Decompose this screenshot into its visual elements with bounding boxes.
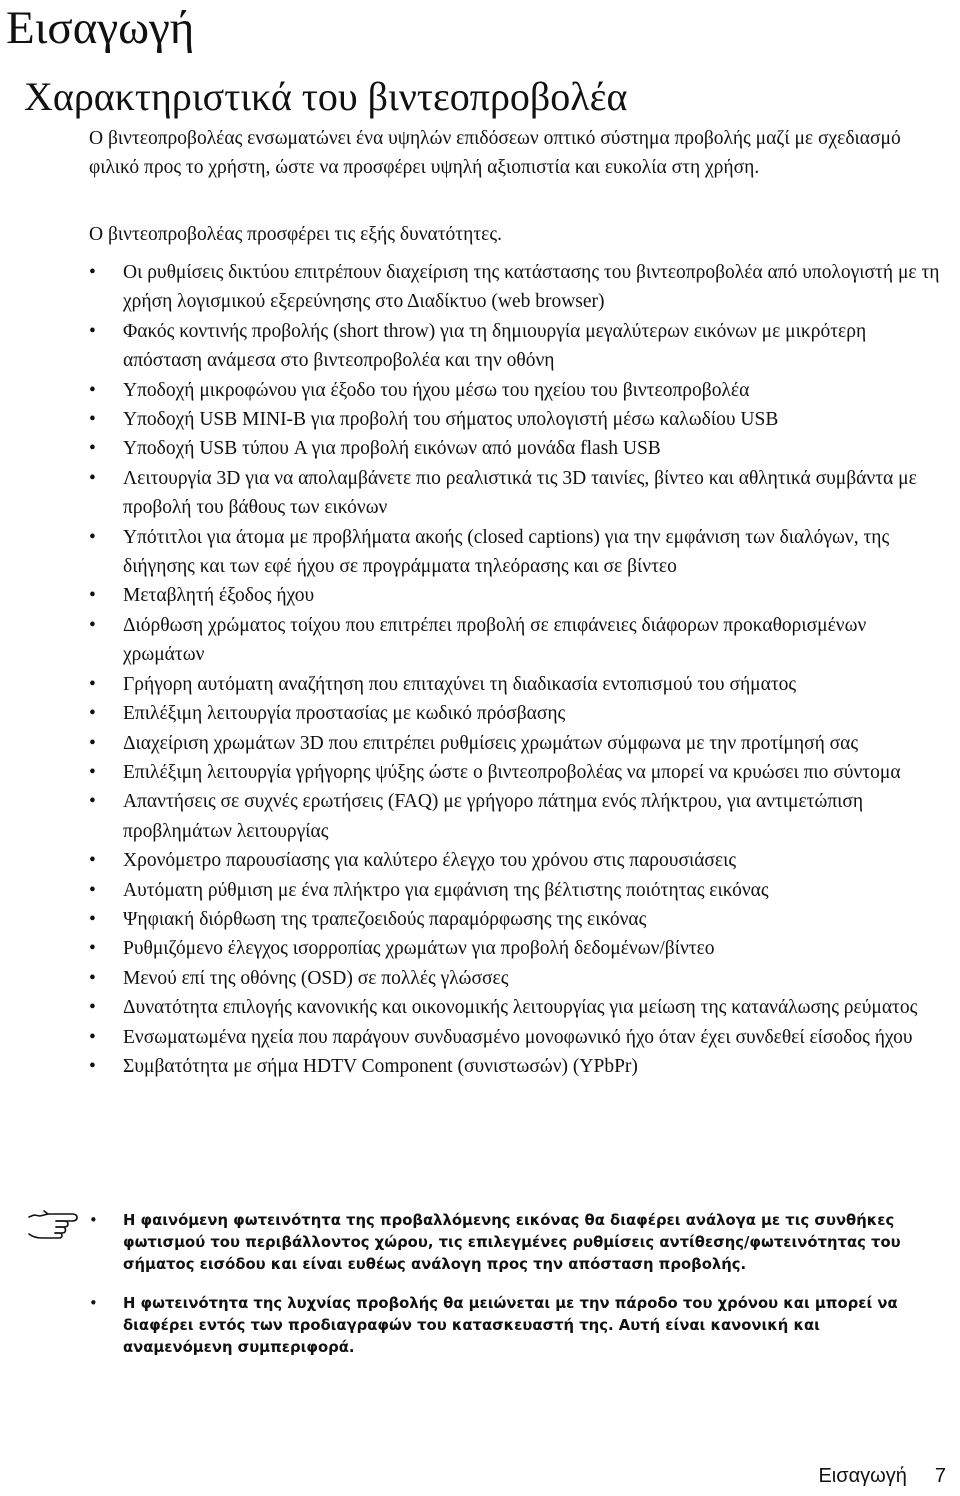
feature-item-text: Επιλέξιμη λειτουργία γρήγορης ψύξης ώστε ο βιντεοπροβολέας να μπορεί να κρυώσει πιο σύντομα [123,761,901,783]
feature-item-text: Υποδοχή μικροφώνου για έξοδο του ήχου μέσω του ηχείου του βιντεοπροβολέα [123,379,750,401]
note-item [89,1210,929,1276]
bullet-marker: • [89,997,96,1019]
feature-item [89,1023,949,1052]
feature-item [89,846,949,875]
feature-item-text: Μενού επί της οθόνης (OSD) σε πολλές γλώσσες [123,967,509,989]
bullet-marker: • [89,938,96,960]
footer-section-label: Εισαγωγή [818,1465,907,1487]
feature-item [89,670,949,699]
page-footer [818,1463,946,1489]
bullet-marker: • [89,908,96,930]
feature-item [89,699,949,728]
feature-item [89,876,949,905]
feature-item-text: Διόρθωση χρώματος τοίχου που επιτρέπει προβολή σε επιφάνειες διάφορων προκαθορισμένων χρωμάτων [123,614,867,666]
feature-item [89,258,949,317]
feature-item-text: Λειτουργία 3D για να απολαμβάνετε πιο ρεαλιστικά τις 3D ταινίες, βίντεο και αθλητικά συμβάντα με προβολή του βάθους των εικόνων [123,467,917,519]
feature-list [89,258,949,1081]
bullet-marker: • [89,262,96,283]
bullet-marker: • [89,1212,98,1229]
note-hand-icon [26,1203,82,1241]
feature-item-text: Ρυθμιζόμενο έλεγχος ισορροπίας χρωμάτων για προβολή δεδομένων/βίντεο [123,938,715,960]
bullet-marker: • [89,614,96,636]
feature-item [89,758,949,787]
bullet-marker: • [89,320,96,342]
bullet-marker: • [89,1295,98,1312]
feature-item-text: Δυνατότητα επιλογής κανονικής και οικονομικής λειτουργίας για μείωση της κατανάλωσης ρεύματος [123,997,918,1019]
feature-item-text: Οι ρυθμίσεις δικτύου επιτρέπουν διαχείριση της κατάστασης του βιντεοπροβολέα από υπολογιστή με τη χρήση λογισμικού εξερεύνησης στο Διαδίκτυο (web browser) [123,262,940,313]
bullet-marker: • [89,967,96,989]
notes-list [89,1210,929,1376]
feature-item-text: Διαχείριση χρωμάτων 3D που επιτρέπει ρυθμίσεις χρωμάτων σύμφωνα με την προτίμησή σας [123,732,859,754]
bullet-marker: • [89,673,96,695]
bullet-marker: • [89,732,96,754]
feature-item-text: Επιλέξιμη λειτουργία προστασίας με κωδικό πρόσβασης [123,703,566,725]
offers-paragraph: Ο βιντεοπροβολέας προσφέρει τις εξής δυνατότητες. [89,224,502,245]
feature-item [89,787,949,846]
feature-item-text: Μεταβλητή έξοδος ήχου [123,585,315,607]
bullet-marker: • [89,1026,96,1048]
feature-item [89,434,949,463]
feature-item-text: Συμβατότητα με σήμα HDTV Component (συνιστωσών) (YPbPr) [123,1055,638,1077]
feature-item [89,464,949,523]
bullet-marker: • [89,409,96,431]
feature-item [89,729,949,758]
feature-item [89,317,949,376]
section-title: Χαρακτηριστικά του βιντεοπροβολέα [24,74,628,119]
bullet-marker: • [89,879,96,901]
feature-item-text: Αυτόματη ρύθμιση με ένα πλήκτρο για εμφάνιση της βέλτιστης ποιότητας εικόνας [123,879,769,901]
bullet-marker: • [89,703,96,725]
feature-item [89,376,949,405]
feature-item [89,934,949,963]
note-item-text: Η φαινόμενη φωτεινότητα της προβαλλόμενης εικόνας θα διαφέρει ανάλογα με τις συνθήκες φωτισμού του περιβάλλοντος χώρου, τις επιλεγμένες ρυθμίσεις αντίθεσης/φωτεινότητας του σήματος εισόδου και είναι ευθέως ανάλογη προς την απόσταση προβολής. [123,1212,901,1273]
bullet-marker: • [89,1055,96,1077]
feature-item-text: Χρονόμετρο παρουσίασης για καλύτερο έλεγχο του χρόνου στις παρουσιάσεις [123,850,737,872]
bullet-marker: • [89,585,96,607]
feature-item-text: Ψηφιακή διόρθωση της τραπεζοειδούς παραμόρφωσης της εικόνας [123,908,647,930]
feature-item-text: Γρήγορη αυτόματη αναζήτηση που επιταχύνει τη διαδικασία εντοπισμού του σήματος [123,673,797,695]
page-number: 7 [934,1465,946,1487]
bullet-marker: • [89,379,96,401]
chapter-title: Εισαγωγή [6,2,195,54]
note-item-text: Η φωτεινότητα της λυχνίας προβολής θα μειώνεται με την πάροδο του χρόνου και μπορεί να διαφέρει εντός των προδιαγραφών του κατασκευαστή της. Αυτή είναι κανονική και αναμενόμενη συμπεριφορά. [123,1295,898,1356]
feature-item-text: Υπότιτλοι για άτομα με προβλήματα ακοής (closed captions) για την εμφάνιση των διαλόγων, της διήγησης και των εφέ ήχου σε προγράμματα τηλεόρασης και σε βίντεο [123,526,890,578]
bullet-marker: • [89,761,96,783]
feature-item-text: Απαντήσεις σε συχνές ερωτήσεις (FAQ) με γρήγορο πάτημα ενός πλήκτρου, για αντιμετώπιση προβλημάτων λειτουργίας [123,791,864,842]
note-item [89,1293,929,1359]
intro-paragraph: Ο βιντεοπροβολέας ενσωματώνει ένα υψηλών επιδόσεων οπτικό σύστημα προβολής μαζί με σχεδιασμό φιλικό προς το χρήστη, ώστε να προσφέρει υψηλή αξιοπιστία και ευκολία στη χρήση. [89,128,901,179]
feature-item [89,993,949,1022]
bullet-marker: • [89,467,96,489]
bullet-marker: • [89,438,96,460]
feature-item [89,905,949,934]
feature-item [89,1052,949,1081]
feature-item [89,964,949,993]
feature-item-text: Υποδοχή USB τύπου A για προβολή εικόνων από μονάδα flash USB [123,438,661,460]
feature-item-text: Φακός κοντινής προβολής (short throw) για τη δημιουργία μεγαλύτερων εικόνων με μικρότερη απόσταση ανάμεσα στο βιντεοπροβολέα και την οθόνη [123,320,867,372]
feature-item [89,405,949,434]
bullet-marker: • [89,791,96,813]
feature-item-text: Υποδοχή USB MINI-B για προβολή του σήματος υπολογιστή μέσω καλωδίου USB [123,409,779,431]
feature-item-text: Ενσωματωμένα ηχεία που παράγουν συνδυασμένο μονοφωνικό ήχο όταν έχει συνδεθεί είσοδος ήχου [123,1026,913,1048]
feature-item [89,523,949,582]
bullet-marker: • [89,850,96,872]
bullet-marker: • [89,526,96,548]
feature-item [89,581,949,610]
feature-item [89,611,949,670]
